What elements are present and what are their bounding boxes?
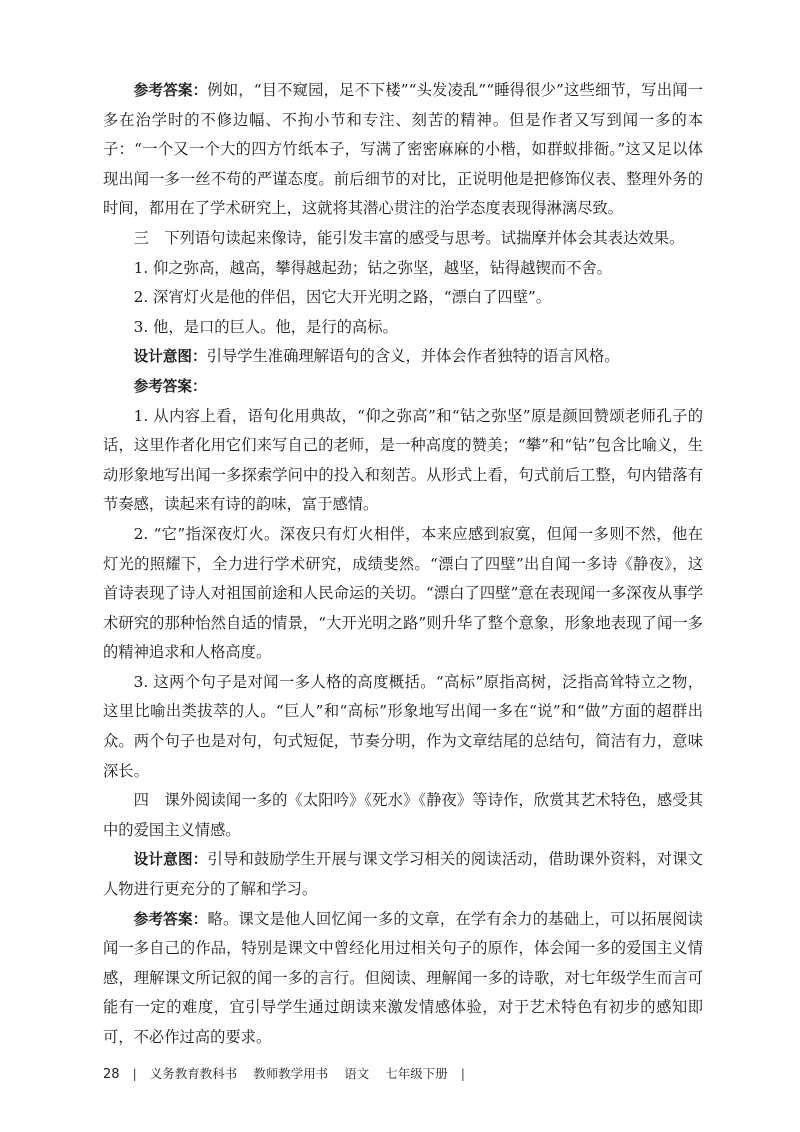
question-item-1: 1. 仰之弥高，越高，攀得越起劲；钻之弥坚，越坚，钻得越锲而不舍。 (133, 258, 612, 277)
footer-subject: 语文 (344, 1066, 370, 1081)
design-text: 引导和鼓励学生开展与课文学习相关的阅读活动，借助课外资料，对课文人物进行更充分的了解和学习。 (103, 850, 703, 899)
answer-label: 参考答案： (133, 82, 208, 99)
section-three-heading: 三 下列语句读起来像诗，能引发丰富的感受与思考。试揣摩并体会其表达效果。 (133, 228, 685, 247)
design-label: 设计意图： (133, 851, 208, 869)
design-label: 设计意图： (133, 348, 207, 366)
answer-text: 例如，“目不窥园，足不下楼”“头发凌乱”“睡得很少”这些细节，写出闻一多在治学时的不修边幅、不拘小节和专注、刻苦的精神。但是作者又写到闻一多的本子：“一个又一个大的四方竹纸本子，写满了密密麻麻的小楷，如群蚁排衙。”这又足以体现出闻一多一丝不苟的严谨态度。前后细节的对比，正说明他是把修饰仪表、整理外务的时间，都用在了学术研究上，这就将其潜心贯注的治学态度表现得淋漓尽致。 (103, 81, 703, 218)
footer-divider: | (132, 1066, 137, 1081)
footer-grade: 七年级下册 (385, 1066, 448, 1081)
answer-item-3: 3. 这两个句子是对闻一多人格的高度概括。“高标”原指高树，泛指高耸特立之物，这里比喻出类拔萃的人。“巨人”和“高标”形象地写出闻一多在“说”和“做”方面的超群出众。两个句子也是对句，句式短促，节奏分明，作为文章结尾的总结句，简洁有力，意味深长。 (103, 672, 703, 780)
answer-label: 参考答案： (133, 377, 207, 395)
footer-series: 义务教育教科书 (149, 1066, 238, 1081)
answer-four (103, 905, 703, 1053)
answer-text: 略。课文是他人回忆闻一多的文章，在学有余力的基础上，可以拓展阅读闻一多自己的作品，特别是课文中曾经化用过相关句子的原作，体会闻一多的爱国主义情感，理解课文所记叙的闻一多的言行。但阅读、理解闻一多的诗歌，对七年级学生而言可能有一定的难度，宜引导学生通过朗读来激发情感体验，对于艺术特色有初步的感知即可，不必作过高的要求。 (103, 909, 703, 1046)
page-body (103, 76, 703, 1053)
design-text: 引导学生准确理解语句的含义，并体会作者独特的语言风格。 (206, 347, 620, 366)
paragraph-answer-intro (103, 76, 703, 224)
answer-item-2: 2. “它”指深夜灯火。深夜只有灯火相伴，本来应感到寂寞，但闻一多则不然，他在灯光的照耀下，全力进行学术研究，成绩斐然。“漂白了四壁”出自闻一多诗《静夜》，这首诗表现了诗人对祖国前途和人民命运的关切。“漂白了四壁”意在表现闻一多深夜从事学术研究的那种怡然自适的情景，“大开光明之路”则升华了整个意象，形象地表现了闻一多的精神追求和人格高度。 (103, 524, 703, 662)
page-number: 28 (103, 1067, 120, 1082)
section-four-heading: 四 课外阅读闻一多的《太阳吟》《死水》《静夜》等诗作，欣赏其艺术特色，感受其中的爱国主义情感。 (103, 791, 703, 839)
footer-book: 教师教学用书 (253, 1066, 329, 1081)
question-item-3: 3. 他，是口的巨人。他，是行的高标。 (133, 317, 398, 336)
design-intent-four (103, 845, 703, 904)
question-item-2: 2. 深宵灯火是他的伴侣，因它大开光明之路，“漂白了四壁”。 (133, 288, 552, 307)
design-intent-three (103, 342, 703, 372)
answer-heading-three (103, 372, 703, 402)
footer-divider: | (460, 1066, 465, 1081)
answer-item-1: 1. 从内容上看，语句化用典故，“仰之弥高”和“钻之弥坚”原是颜回赞颂老师孔子的话，这里作者化用它们来写自己的老师，是一种高度的赞美；“攀”和“钻”包含比喻义，生动形象地写出闻一多探索学问中的投入和刻苦。从形式上看，句式前后工整，句内错落有节奏感，读起来有诗的韵味，富于感情。 (103, 406, 703, 514)
page-footer (103, 1064, 474, 1082)
answer-label: 参考答案： (133, 910, 208, 928)
